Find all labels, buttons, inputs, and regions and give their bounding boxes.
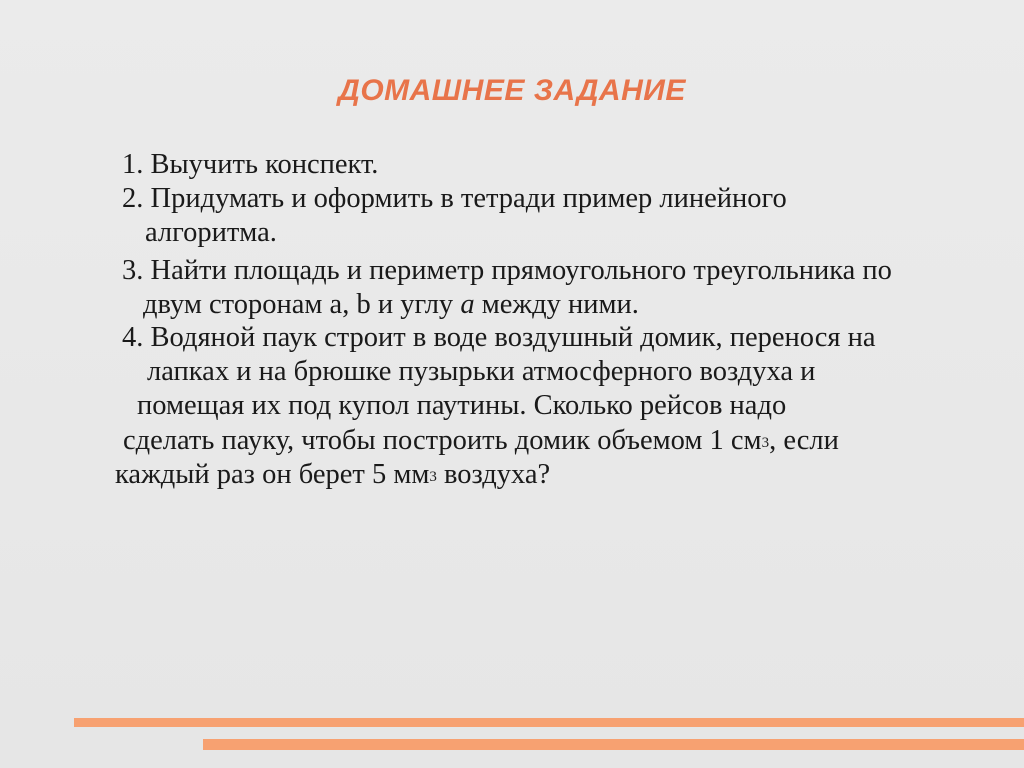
task-4-cont-4-text: каждый раз он берет 5 мм: [115, 459, 430, 490]
task-4-cont-3-end: , если: [769, 425, 839, 456]
slide-title: ДОМАШНЕЕ ЗАДАНИЕ: [338, 74, 686, 107]
task-1: 1. Выучить конспект.: [122, 149, 379, 180]
decor-bar-top: [74, 718, 1024, 727]
task-3-cont-text: двум сторонам а, b и углу: [143, 289, 461, 320]
cubic-exponent-mm: 3: [429, 469, 437, 485]
task-4-cont-4: [115, 458, 550, 496]
task-2-cont: алгоритма.: [145, 217, 277, 248]
task-4-cont-1: лапках и на брюшке пузырьки атмосферного воздуха и: [147, 356, 816, 387]
angle-symbol: a: [460, 289, 475, 320]
task-4-cont-3: [123, 424, 839, 462]
task-4: 4. Водяной паук строит в воде воздушный домик, перенося на: [122, 322, 876, 353]
task-3: 3. Найти площадь и периметр прямоугольного треугольника по: [122, 255, 892, 286]
task-4-cont-4-end: воздуха?: [436, 459, 551, 490]
task-2: 2. Придумать и оформить в тетради пример линейного: [122, 183, 787, 214]
task-3-cont: [143, 288, 639, 322]
task-4-cont-3-text: сделать пауку, чтобы построить домик объемом 1 см: [123, 425, 762, 456]
task-4-cont-2: помещая их под купол паутины. Сколько рейсов надо: [137, 390, 787, 421]
task-3-cont-end: между ними.: [474, 289, 639, 320]
decor-bar-bottom: [203, 739, 1024, 750]
cubic-exponent: 3: [761, 435, 770, 451]
